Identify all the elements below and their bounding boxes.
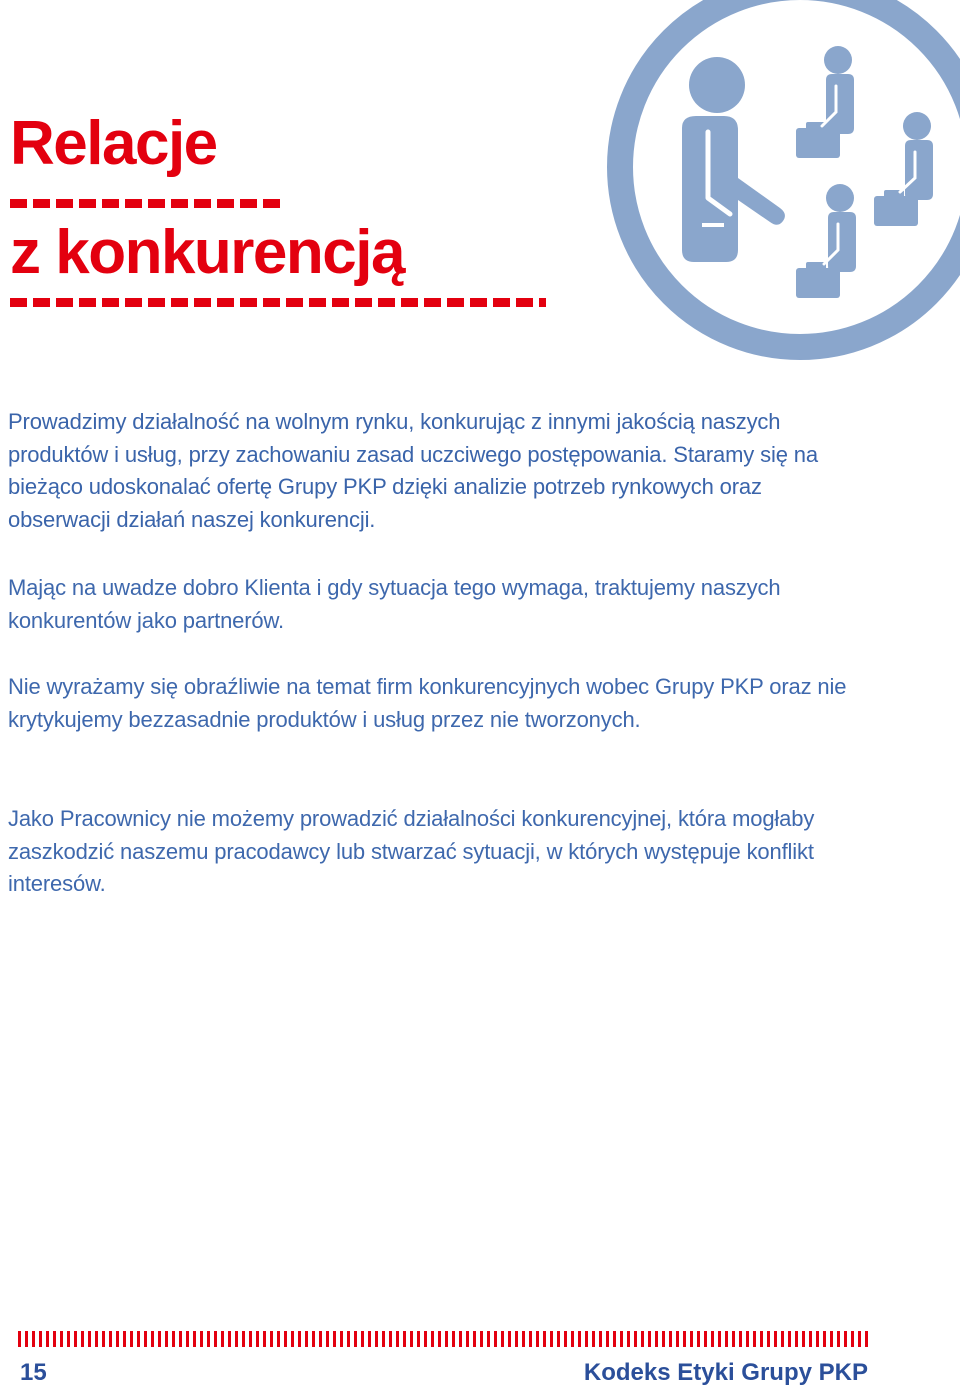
page-title-line1: Relacje	[10, 109, 217, 178]
paragraph-conflict-of-interest: Jako Pracownicy nie możemy prowadzić działalności konkurencyjnej, która mogłaby zaszkodzić naszemu pracodawcy lub stwarzać sytuacji, w których występuje konflikt interesów.	[8, 806, 815, 896]
paragraph-client-partners: Mając na uwadze dobro Klienta i gdy sytuacja tego wymaga, traktujemy naszych konkurentów jako partnerów.	[8, 575, 781, 633]
footer-striped-bar	[18, 1331, 868, 1347]
title-dash-divider	[10, 199, 286, 208]
title-dash-divider-long	[10, 298, 546, 307]
page-title-line2: z konkurencją	[10, 218, 404, 287]
people-competition-icon	[600, 0, 960, 370]
page-number: 15	[20, 1359, 47, 1386]
paragraph-market-competition: Prowadzimy działalność na wolnym rynku, konkurując z innymi jakością naszych produktów i usług, przy zachowaniu zasad uczciwego postępowania. Staramy się na bieżąco udoskonalać ofertę Grupy PKP dzięki analizie potrzeb rynkowych oraz obserwacji działań naszej konkurencji.	[8, 409, 818, 532]
document-title: Kodeks Etyki Grupy PKP	[583, 1359, 868, 1386]
paragraph-no-offense: Nie wyrażamy się obraźliwie na temat firm konkurencyjnych wobec Grupy PKP oraz nie krytykujemy bezzasadnie produktów i usług przez nie tworzonych.	[8, 674, 847, 732]
